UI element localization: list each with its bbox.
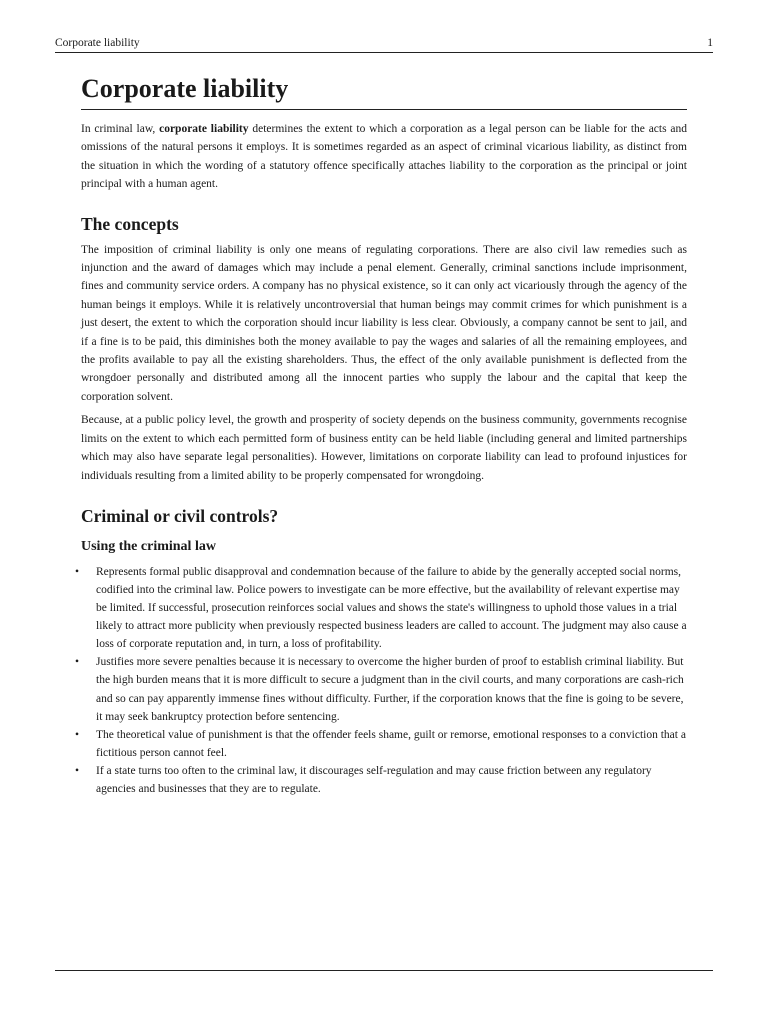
- concepts-paragraph-2: Because, at a public policy level, the growth and prosperity of society depends on the business community, governments recognise limits on the extent to which each permitted form of business entity can be held liable (including general and limited partnerships which may also have separate legal personalities). However, limitations on corporate liability can lead to profound injustices for individuals resulting from a limited ability to be properly compensated for wrongdoing.: [81, 414, 687, 482]
- running-header: [55, 36, 713, 53]
- page-number: 1: [707, 37, 713, 49]
- concepts-paragraph-1: The imposition of criminal liability is only one means of regulating corporations. There are also civil law remedies such as injunction and the award of damages which may include a penal element. Generally, criminal sanctions include imprisonment, fines and community service orders. A company has no physical existence, so it can only act vicariously through the agency of the human beings it employs. While it is relatively uncontroversial that human beings may commit crimes for which punishment is a just desert, the extent to which the corporation should incur liability is less clear. Obviously, a company cannot be sent to jail, and if a fine is to be paid, this diminishes both the money available to pay the wages and salaries of all the remaining employees, and the profits available to pay all the existing shareholders. Thus, the effect of the only available punishment is deflected from the wrongdoer personally and distributed among all the innocent parties who supply the labour and the capital that keep the corporation solvent.: [81, 243, 687, 403]
- bullet-marker: •: [75, 728, 80, 741]
- bullet-marker: •: [75, 764, 80, 777]
- subsection-heading-criminal-law: Using the criminal law: [81, 538, 216, 554]
- section-heading-concepts: The concepts: [81, 213, 179, 234]
- list-item-text: Justifies more severe penalties because it is necessary to overcome the higher burden of proof to establish criminal liability. But the high burden means that it is more difficult to secure a judgment than in the civil courts, and many corporations are cash-rich and so can pay apparently immense fines without difficulty. Further, if the corporation knows that the fine is going to be severe, it may seek bankruptcy protection before sentencing.: [96, 656, 684, 723]
- list-item: [75, 726, 687, 762]
- list-item-text: If a state turns too often to the criminal law, it discourages self-regulation and may cause friction between any regulatory agencies and businesses that they are to regulate.: [96, 764, 652, 796]
- intro-text-end: determines the extent to which a corporation as a legal person can be liable for the acts and omissions of the natural persons it employs. It is sometimes regarded as an aspect of criminal vicarious liability, as distinct from the situation in which the wording of a statutory offence specifically attaches liability to the corporation as the principal or joint principal with a human agent.: [81, 123, 687, 191]
- list-item: [75, 653, 687, 725]
- page-title: Corporate liability: [81, 73, 687, 110]
- list-item-text: The theoretical value of punishment is that the offender feels shame, guilt or remorse, emotional responses to a conviction that a fictitious person cannot feel.: [96, 728, 686, 759]
- list-item: [75, 563, 687, 653]
- intro-bold-term: corporate liability: [159, 123, 249, 135]
- bullet-marker: •: [75, 565, 80, 578]
- criminal-law-bullet-list: [75, 563, 687, 798]
- running-head-title: Corporate liability: [55, 37, 140, 49]
- list-item: [75, 762, 687, 798]
- section-heading-controls: Criminal or civil controls?: [81, 505, 279, 526]
- bullet-marker: •: [75, 656, 80, 669]
- intro-paragraph: [81, 120, 687, 194]
- list-item-text: Represents formal public disapproval and condemnation because of the failure to abide by the generally accepted social norms, codified into the criminal law. Police powers to investigate can be more effective, but the availability of relevant expertise may be limited. If successful, prosecution reinforces social values and shows the state's willingness to uphold those values in a trial likely to attract more publicity when previously respected business leaders are called to account. The judgment may also cause a loss of corporate reputation and, in turn, a loss of profitability.: [96, 565, 687, 651]
- article-body: [75, 73, 687, 798]
- intro-text-start: In criminal law,: [81, 123, 160, 135]
- footer-divider: [55, 970, 713, 971]
